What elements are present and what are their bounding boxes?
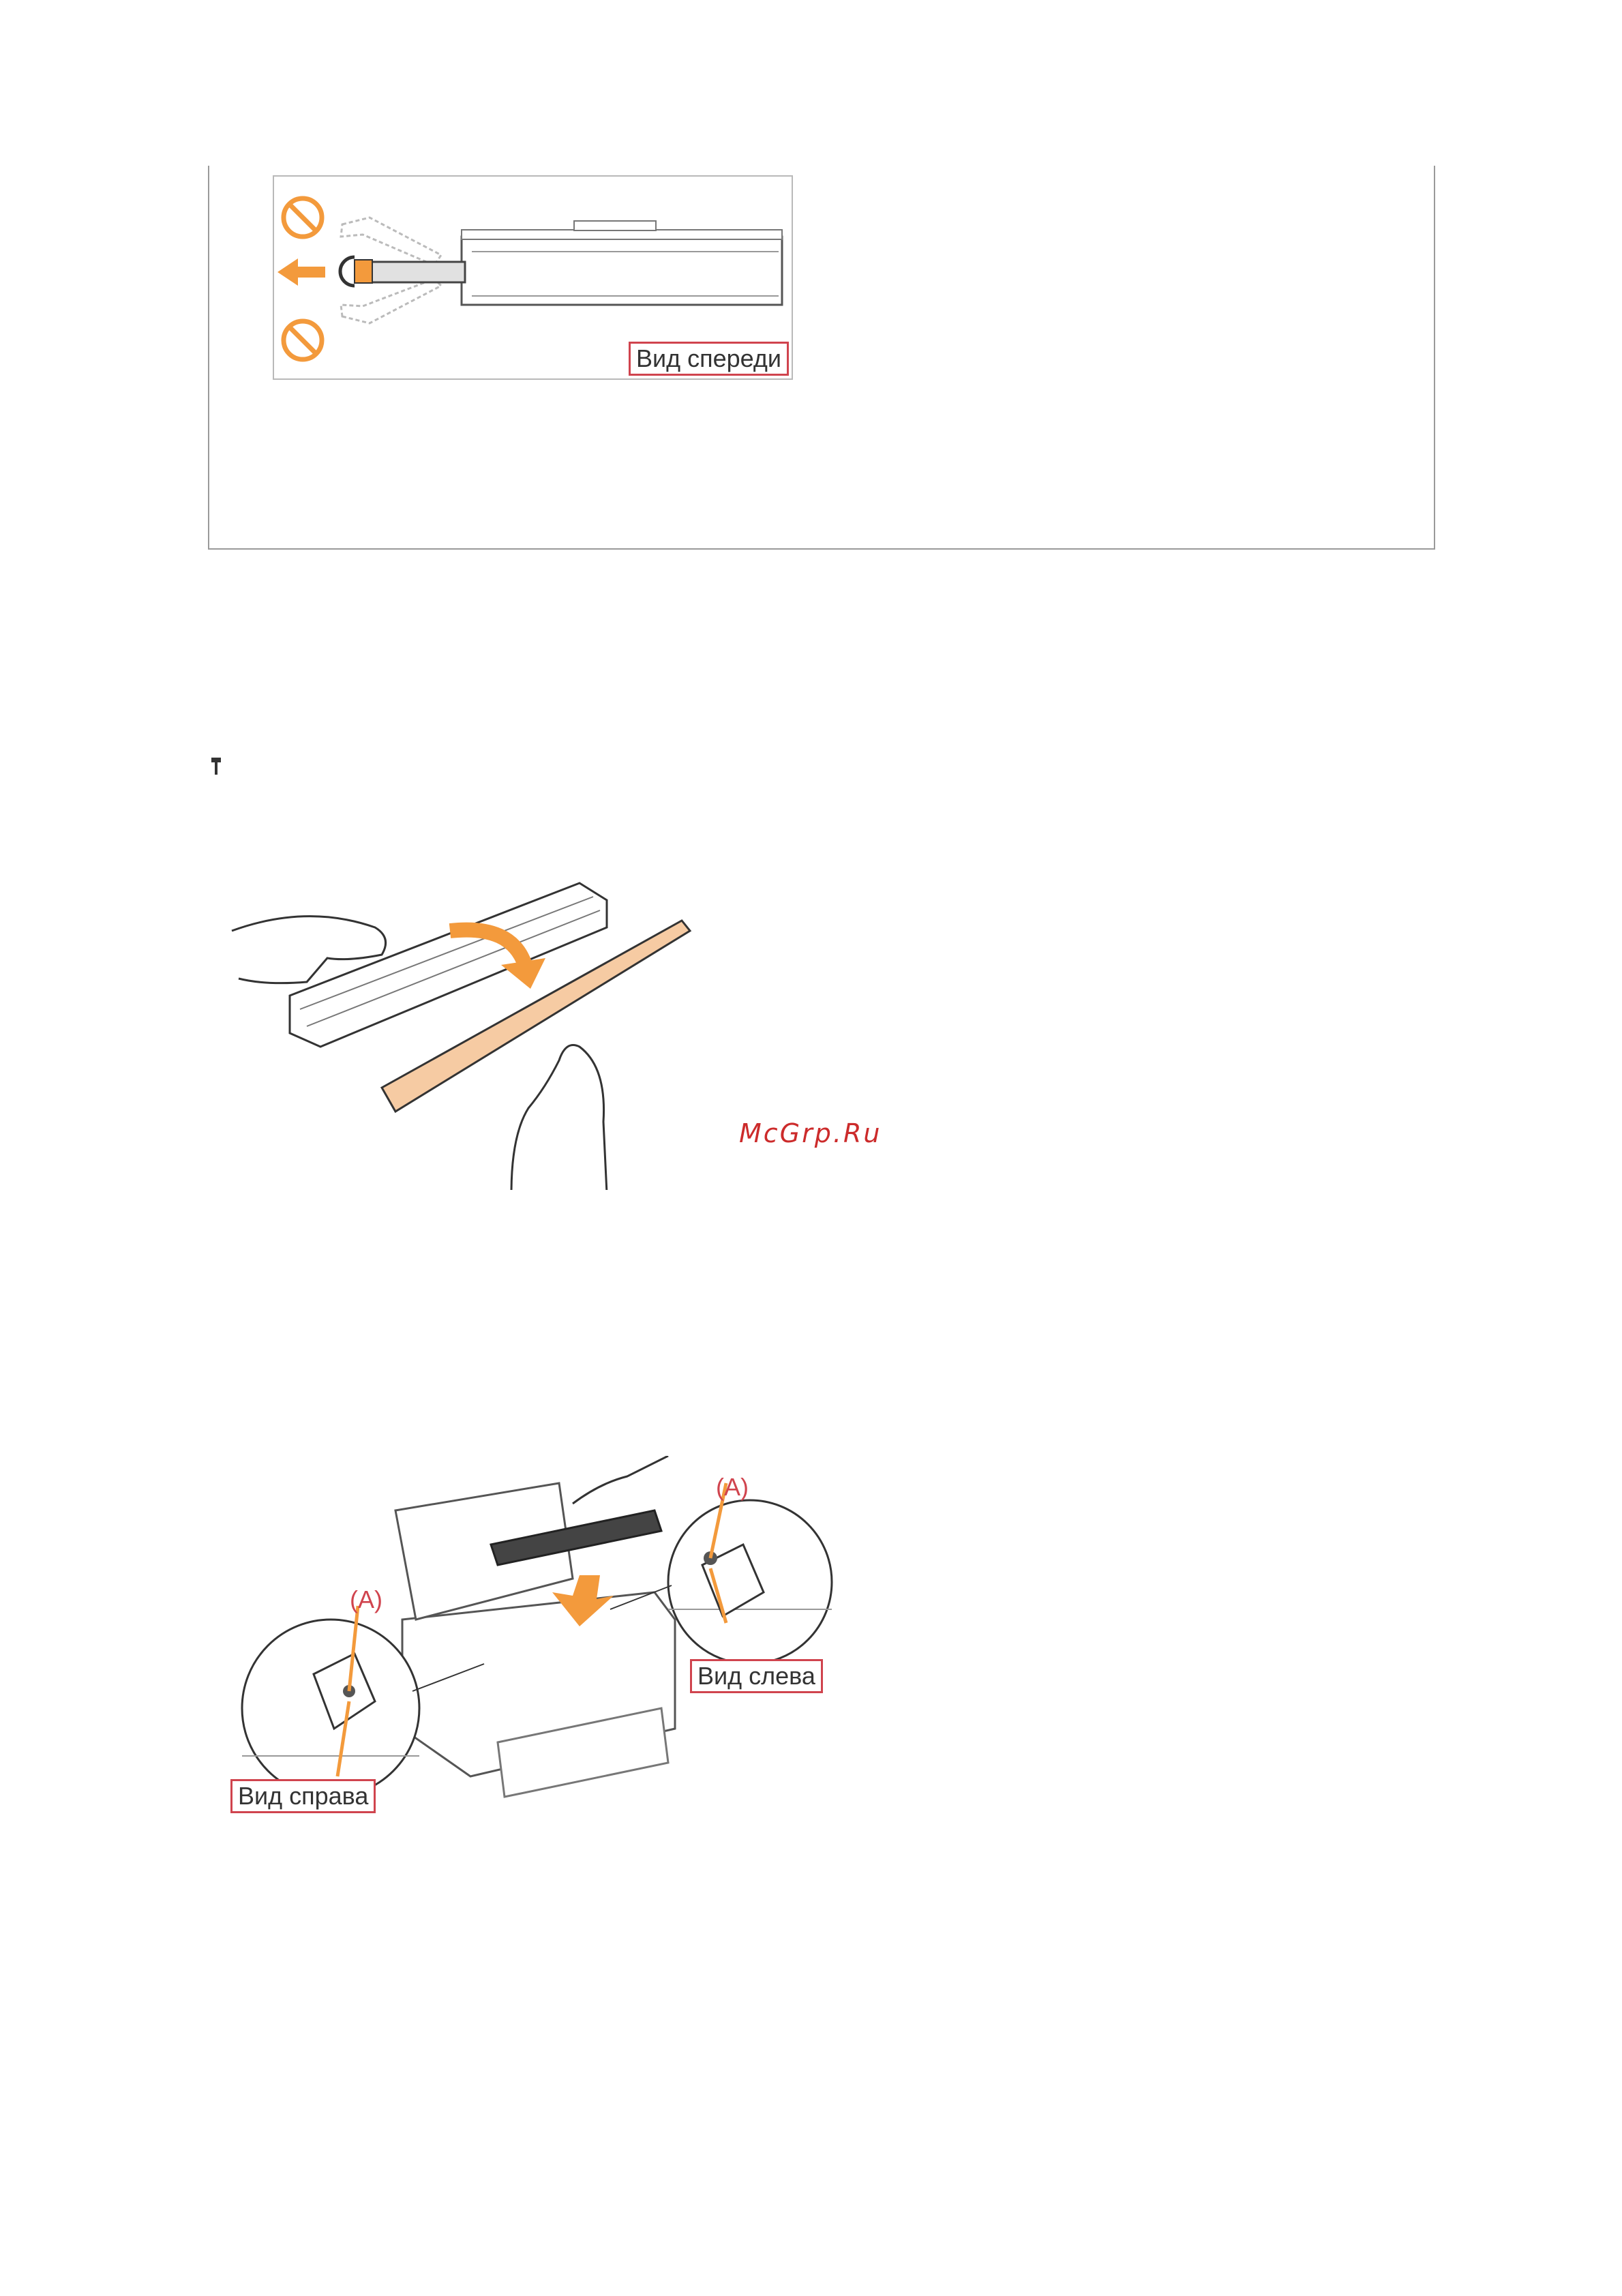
watermark: McGrp.Ru [739, 1118, 882, 1148]
marker-a-right: (A) [716, 1473, 749, 1501]
figure-front-view [273, 175, 793, 380]
figure-install-cartridge [218, 1456, 852, 1824]
caption-front-view: Вид спереди [629, 342, 789, 376]
no-entry-icon [284, 321, 322, 359]
caption-right-side: Вид справа [230, 1779, 376, 1813]
figure-remove-cover [225, 863, 702, 1190]
caption-left-side: Вид слева [690, 1659, 823, 1693]
marker-a-left: (A) [350, 1585, 382, 1613]
pin-icon [211, 757, 222, 779]
no-entry-icon [284, 198, 322, 237]
arrow-left-icon [277, 258, 325, 286]
